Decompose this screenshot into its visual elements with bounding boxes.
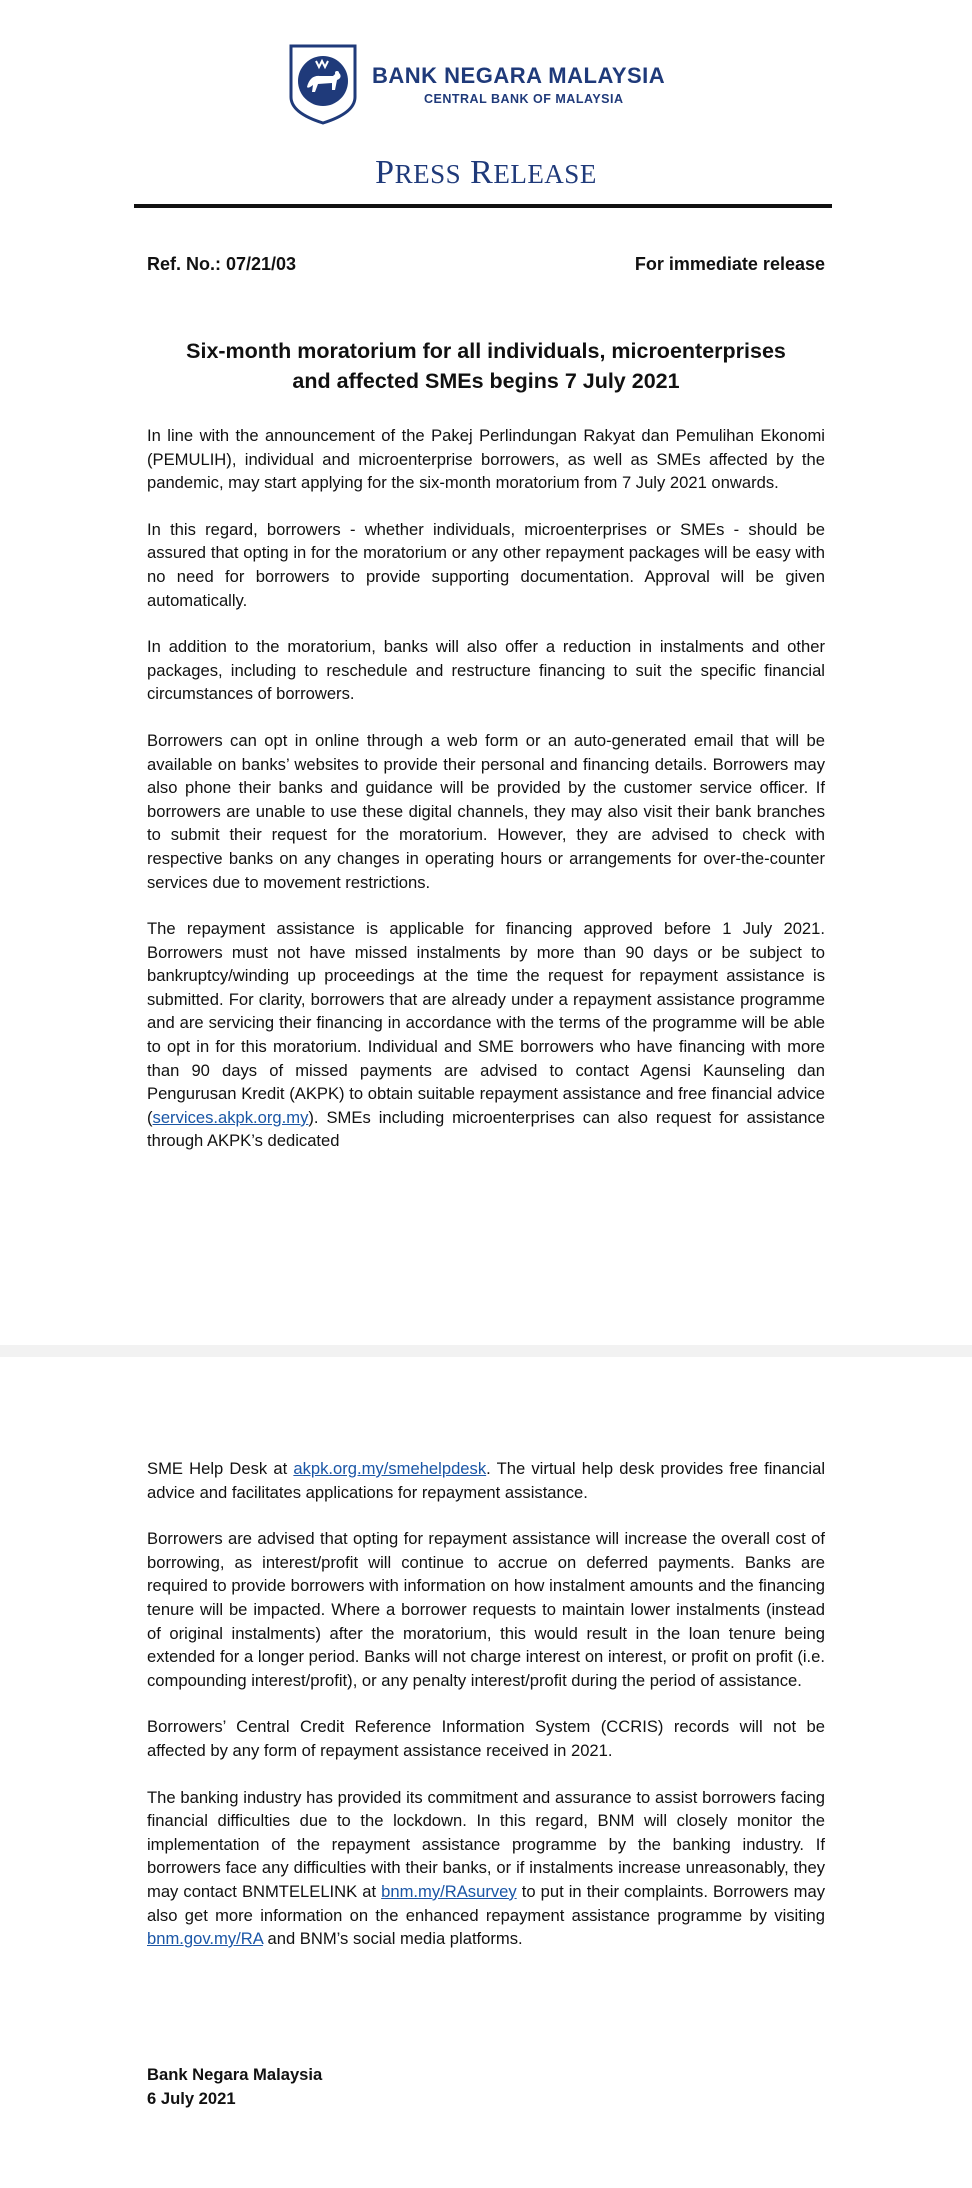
paragraph-optin: Borrowers can opt in online through a web form or an auto-generated email that will be available on banks’ websites to provide their personal and financing details. Borrowers may also phone their banks and guidance will be provided by the customer service officer. If borrowers are unable to use these digital channels, they may also visit their bank branches to submit their request for the moratorium. However, they are advised to check with respective banks on any changes in operating hours or arrangements for over-the-counter services due to movement restrictions. [147,730,825,892]
paragraph-eligibility: The repayment assistance is applicable for financing approved before 1 July 2021. Borrowers must not have missed instalments by more than 90 days or be subject to bankruptcy/winding up proceedings at the time the request for repayment assistance is submitted. For clarity, borrowers that are already under a repayment assistance programme and are servicing their financing in accordance with the terms of the programme will be able to opt in for this moratorium. Individual and SME borrowers who have financing with more than 90 days of missed payments are advised to contact Agensi Kaunseling dan Pengurusan Kredit (AKPK) to obtain suitable repayment assistance and free financial advice (services.akpk.org.my). SMEs including microenterprises can also request for assistance through AKPK’s dedicated [147,919,825,1151]
bnm-tiger-crest-icon [288,43,358,125]
signature-block [147,2063,322,2110]
akpk-services-link[interactable]: services.akpk.org.my [152,1107,309,1127]
paragraph-assurance: In this regard, borrowers - whether individuals, microenterprises or SMEs - should be assured that opting in for the moratorium or any other repayment packages will be easy with no need for borrowers to provide supporting documentation. Approval will be given automatically. [147,519,825,610]
bnm-ra-link[interactable]: bnm.gov.my/RA [147,1929,263,1949]
document-page-2 [0,1357,972,2188]
paragraph-ccris: Borrowers’ Central Credit Reference Information System (CCRIS) records will not be affected by any form of repayment assistance received in 2021. [147,1717,825,1760]
sme-helpdesk-link[interactable]: akpk.org.my/smehelpdesk [293,1459,487,1478]
reference-number: Ref. No.: 07/21/03 [147,254,297,274]
paragraph-intro: In line with the announcement of the Pakej Perlindungan Rakyat dan Pemulihan Ekonomi (PEMULIH), individual and microenterprise borrowers, as well as SMEs affected by the pandemic, may start applying for the six-month moratorium from 7 July 2021 onwards. [147,426,825,493]
body-text-page-2 [147,1457,825,1974]
release-note: For immediate release [634,254,825,274]
bank-name: BANK NEGARA MALAYSIA [372,62,666,88]
bank-subtitle: CENTRAL BANK OF MALAYSIA [424,91,624,106]
reference-row [147,254,825,275]
press-release-title: PRESS RELEASE [375,154,597,191]
header-divider [134,204,832,208]
signature-date: 6 July 2021 [147,2088,236,2108]
paragraph-helpdesk: SME Help Desk at akpk.org.my/smehelpdesk. The virtual help desk provides free financial advice and facilitates applications for repayment assistance. [147,1459,826,1502]
paragraph-cost: Borrowers are advised that opting for repayment assistance will increase the overall cost of borrowing, as interest/profit will continue to accrue on deferred payments. Banks are required to provide borrowers with information on how instalment amounts and the financing tenure will be impacted. Where a borrower requests to maintain lower instalments (instead of original instalments) after the moratorium, this would result in the loan tenure being extended for a longer period. Banks will not charge interest on interest, or profit on profit (i.e. compounding interest/profit), or any penalty interest/profit during the period of assistance. [147,1529,825,1690]
body-text-page-1 [147,424,825,1176]
headline: Six-month moratorium for all individuals, microenterprises and affected SMEs begins 7 July 2021 [186,339,786,393]
page-break [0,1345,972,1357]
letterhead [288,42,665,126]
paragraph-packages: In addition to the moratorium, banks will also offer a reduction in instalments and other packages, including to reschedule and restructure financing to suit the specific financial circumstances of borrowers. [147,637,825,704]
signature-org: Bank Negara Malaysia [147,2065,323,2084]
ra-survey-link[interactable]: bnm.my/RAsurvey [381,1881,517,1901]
paragraph-commitment: The banking industry has provided its commitment and assurance to assist borrowers facing financial difficulties due to the lockdown. In this regard, BNM will closely monitor the implementation of the repayment assistance programme by the banking industry. If borrowers face any difficulties with their banks, or if instalments increase unreasonably, they may contact BNMTELELINK at bnm.my/RAsurvey to put in their complaints. Borrowers may also get more information on the enhanced repayment assistance programme by visiting bnm.gov.my/RA and BNM’s social media platforms. [147,1787,825,1949]
